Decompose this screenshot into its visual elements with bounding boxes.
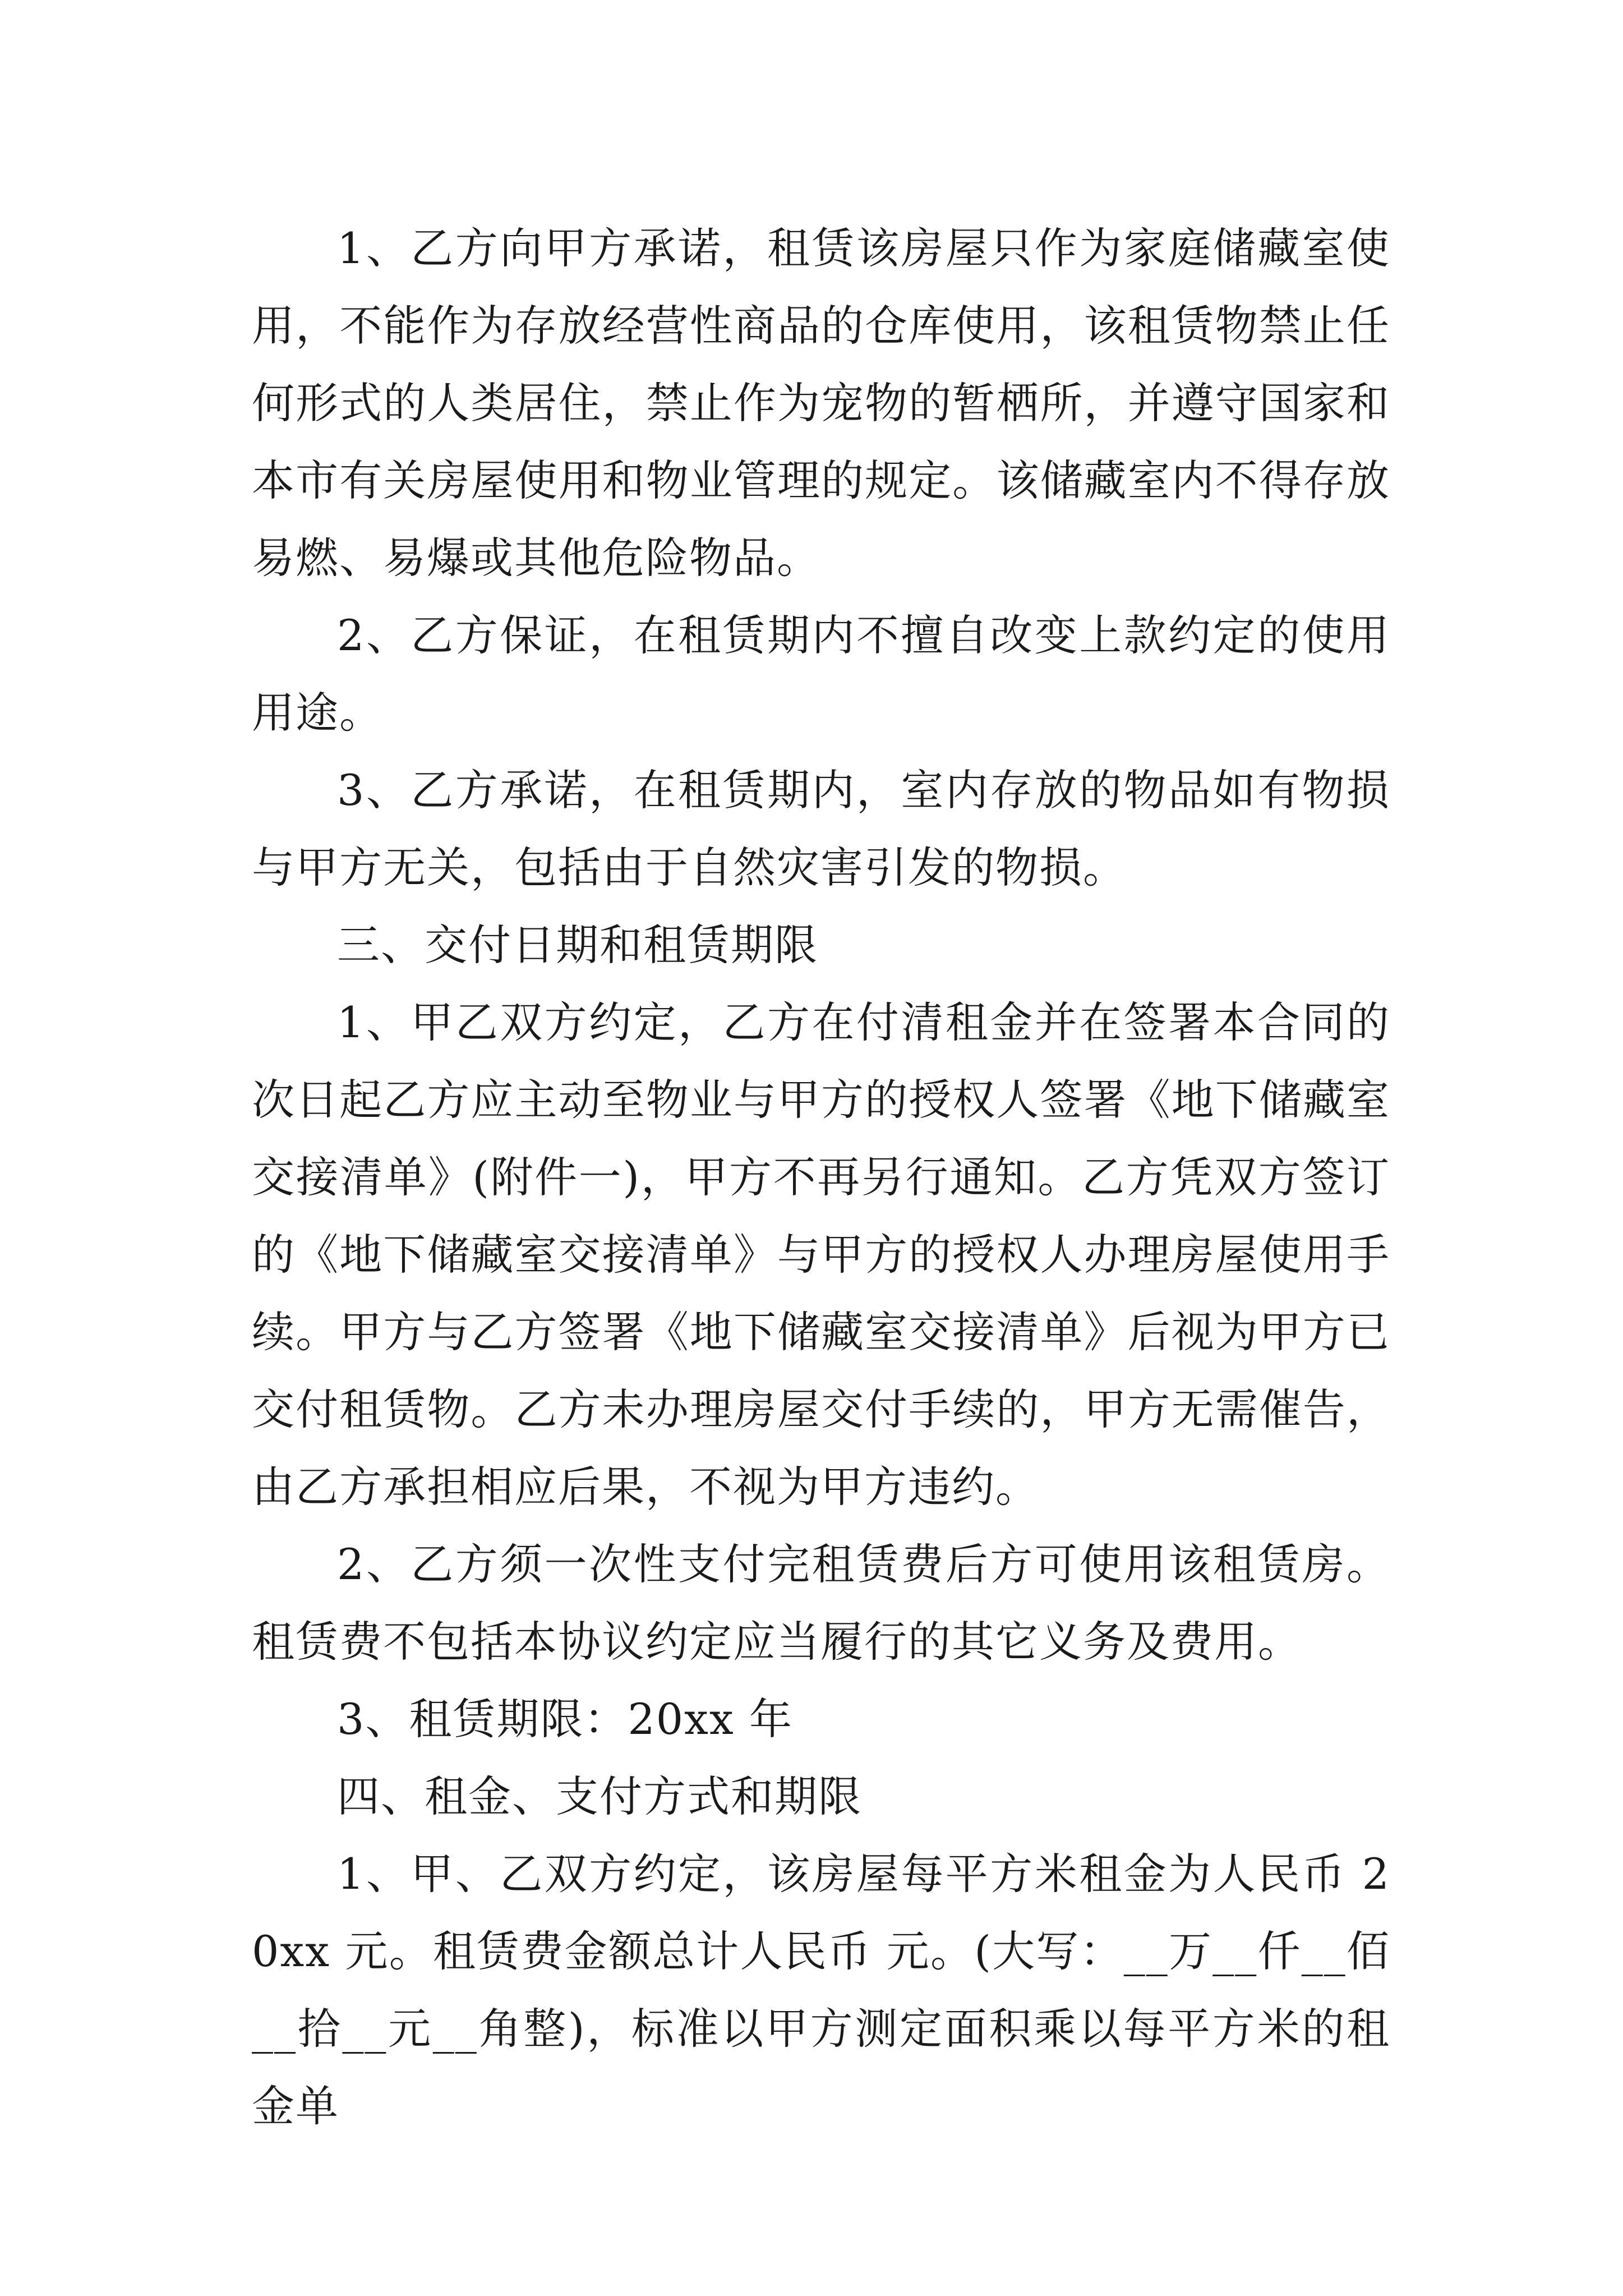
paragraph-property-loss: 3、乙方承诺，在租赁期内，室内存放的物品如有物损与甲方无关，包括由于自然灾害引发的物损。 (252, 765, 1390, 892)
section-heading-rent-payment: 四、租金、支付方式和期限 (337, 1772, 862, 1821)
document-body (252, 210, 1390, 2145)
paragraph-usage-guarantee: 2、乙方保证，在租赁期内不擅自改变上款约定的使用用途。 (252, 610, 1390, 738)
section-heading-delivery-term: 三、交付日期和租赁期限 (337, 920, 818, 970)
paragraph-usage-commitment: 1、乙方向甲方承诺，租赁该房屋只作为家庭储藏室使用，不能作为存放经营性商品的仓库使用，该租赁物禁止任何形式的人类居住，禁止作为宠物的暂栖所，并遵守国家和本市有关房屋使用和物业管理的规定。该储藏室内不得存放易燃、易爆或其他危险物品。 (252, 223, 1390, 583)
paragraph-handover: 1、甲乙双方约定，乙方在付清租金并在签署本合同的次日起乙方应主动至物业与甲方的授权人签署《地下储藏室交接清单》(附件一)，甲方不再另行通知。乙方凭双方签订的《地下储藏室交接清单》与甲方的授权人办理房屋使用手续。甲方与乙方签署《地下储藏室交接清单》后视为甲方已交付租赁物。乙方未办理房屋交付手续的，甲方无需催告，由乙方承担相应后果，不视为甲方违约。 (252, 997, 1390, 1512)
paragraph-lease-term: 3、租赁期限：20xx 年 (337, 1694, 793, 1744)
paragraph-rent-amount: 1、甲、乙双方约定，该房屋每平方米租金为人民币 20xx 元。租赁费金额总计人民币 元。(大写：__万__仟__佰__拾__元__角整)，标准以甲方测定面积乘以每平方米的租金单 (252, 1849, 1390, 2131)
paragraph-payment-once: 2、乙方须一次性支付完租赁费后方可使用该租赁房。租赁费不包括本协议约定应当履行的其它义务及费用。 (252, 1539, 1390, 1667)
